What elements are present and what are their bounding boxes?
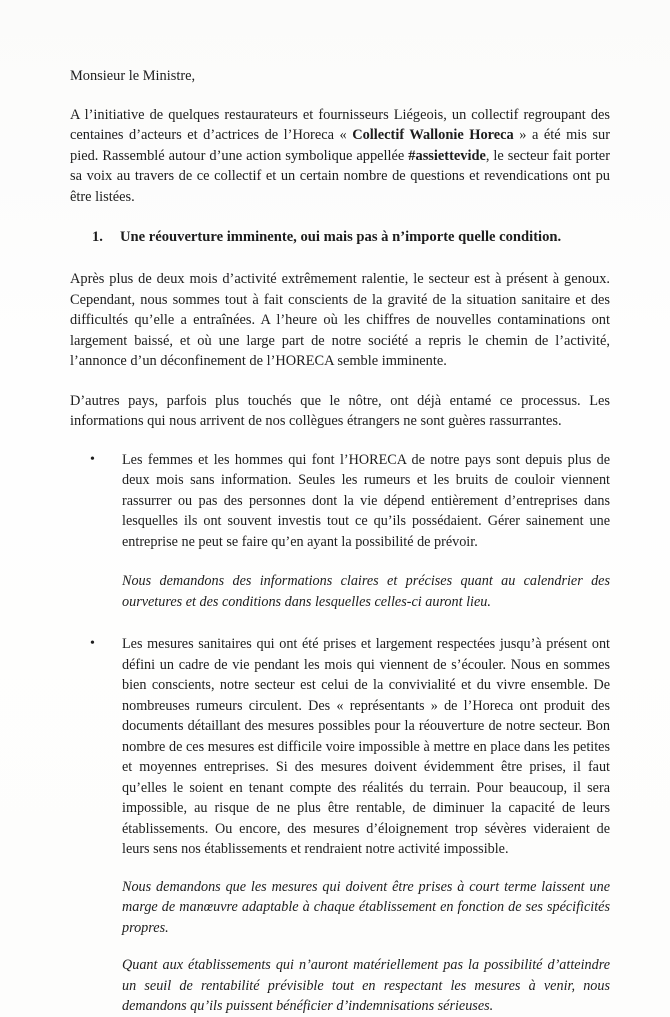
salutation: Monsieur le Ministre, bbox=[70, 68, 196, 84]
list-item-text: Les femmes et les hommes qui font l’HORECA de notre pays sont depuis plus de deux mois sans information. Seules les rumeurs et les bruits de couloir viennent rassurrer ou pas des personnes dont la vie dépend entièrement d’entreprises dans lesquelles ils ont souvent investis tout ce qu’ils possédaient. Gérer sainement une entreprise ne peut se faire qu’en ayant la possibilité de prévoir. bbox=[122, 451, 610, 550]
list-item-text: Les mesures sanitaires qui ont été prises et largement respectées jusqu’à présent ont défini un cadre de vie pendant les mois qui viennent de s’écouler. Nous en sommes bien conscients, notre secteur est celui de la convivialité et du vivre ensemble. De nombreuses rumeurs circulent. Des « représentants » de l’Horeca ont produit des documents détaillant des mesures possibles pour la réouverture de notre secteur. Bon nombre de ces mesures est difficile voire impossible à mettre en place dans les petites et moyennes entreprises. Si des mesures doivent évidemment être prises, il faut qu’elles le soient en tenant compte des réalités du terrain. Pour beaucoup, il sera impossible, au risque de ne plus être rentable, de diminuer la capacité de leurs établissements. Ou encore, des mesures d’éloignement trop sévères videraient de leurs sens nos établissements et rendraient notre activité impossible. bbox=[122, 636, 610, 857]
section-number: 1. bbox=[92, 229, 103, 245]
intro-text-part2: » a été mis sur pied. Rassemblé autour d’une action symbolique appellée bbox=[70, 127, 610, 164]
list-item bbox=[70, 634, 610, 1017]
list-item-body bbox=[122, 450, 610, 613]
intro-paragraph bbox=[70, 105, 610, 208]
collective-name: Collectif Wallonie Horeca bbox=[352, 127, 514, 143]
demand-text: Nous demandons que les mesures qui doivent être prises à court terme laissent une marge de manœuvre adaptable à chaque établissement en fonction de ses spécificités propres. bbox=[122, 878, 610, 936]
section-heading bbox=[92, 227, 610, 247]
bullet-icon: • bbox=[90, 636, 95, 651]
intro-text-part1: A l’initiative de quelques restaurateurs et fournisseurs Liégeois, un collectif regroupant des centaines d’acteurs et d’actrices de l’Horeca « bbox=[70, 106, 610, 143]
list-item-body bbox=[122, 634, 610, 1017]
demand-text: Nous demandons des informations claires et précises quant au calendrier des ourvetures et des conditions dans lesquelles celles-ci auront lieu. bbox=[122, 573, 610, 610]
bullet-icon: • bbox=[90, 451, 95, 467]
body-paragraph-1: Après plus de deux mois d’activité extrêmement ralentie, le secteur est à présent à genoux. Cependant, nous sommes tout à fait conscients de la gravité de la situation sanitaire et des difficultés qu’elle a entraînées. A l’heure où les chiffres de nouvelles contaminations ont largement baissé, et où une large part de notre société a repris le chemin de l’activité, l’annonce d’un déconfinement de l’HORECA semble imminente. bbox=[70, 271, 610, 369]
section-title: Une réouverture imminente, oui mais pas à n’importe quelle condition. bbox=[120, 229, 562, 245]
body-paragraph-2: D’autres pays, parfois plus touchés que le nôtre, ont déjà entamé ce processus. Les informations qui nous arrivent de nos collègues étrangers ne sont guères rassurrantes. bbox=[70, 392, 610, 429]
hashtag: #assiettevide bbox=[408, 147, 486, 164]
demand-text-compensation: Quant aux établissements qui n’auront matériellement pas la possibilité d’atteindre un seuil de rentabilité prévisible tout en respectant les mesures à venir, nous demandons qu’ils puissent bénéficier d’indemnisations sérieuses. bbox=[122, 957, 610, 1014]
list-item bbox=[70, 450, 610, 613]
intro-text-part3: , le secteur fait porter sa voix au travers de ce collectif et un certain nombre de questions et revendications ont pu être listées. bbox=[70, 147, 610, 205]
